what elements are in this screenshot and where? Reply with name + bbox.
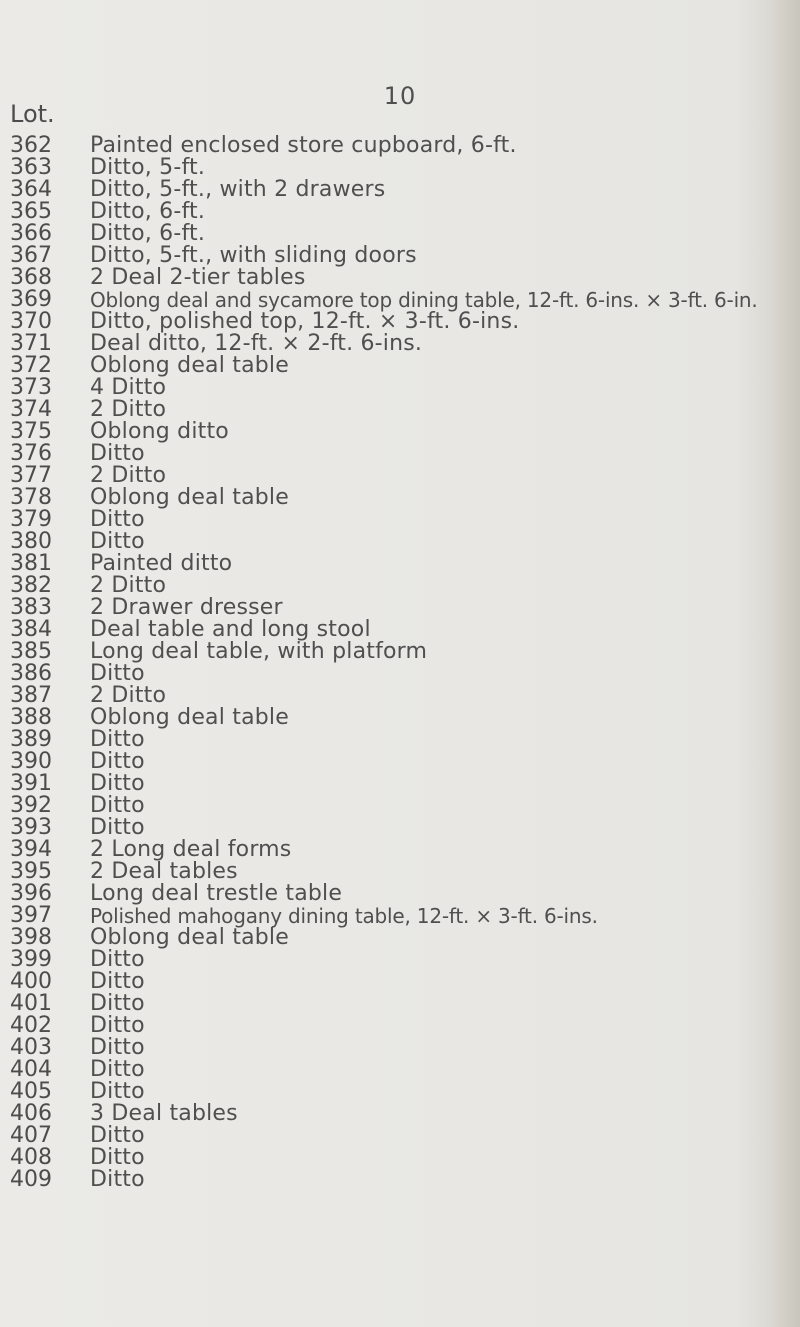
lot-entry [0,575,800,597]
lot-description: Long deal trestle table [90,881,343,906]
lot-entry [0,795,800,817]
lot-number: 362 [10,133,52,158]
lot-entry [0,883,800,905]
lot-entry [0,531,800,553]
lot-number: 374 [10,397,52,422]
lot-entry [0,1037,800,1059]
lot-entry [0,399,800,421]
lot-description: Ditto [90,727,145,752]
lot-number: 401 [10,991,52,1016]
lot-entry [0,223,800,245]
lot-number: 369 [10,287,52,312]
lot-description: Ditto, 6-ft. [90,221,206,246]
lot-number: 398 [10,925,52,950]
lot-number: 378 [10,485,52,510]
lot-entry [0,333,800,355]
lot-description: Ditto, polished top, 12-ft. × 3-ft. 6-ins. [90,309,520,334]
lot-description: Ditto [90,1035,145,1060]
lot-entry [0,1169,800,1191]
lot-number: 405 [10,1079,52,1104]
lot-entry [0,245,800,267]
lot-entry [0,1147,800,1169]
lot-entry [0,135,800,157]
lot-entry [0,1103,800,1125]
lot-entry [0,685,800,707]
lot-number: 407 [10,1123,52,1148]
lot-number: 368 [10,265,52,290]
lot-number: 381 [10,551,52,576]
lot-description: Oblong deal table [90,705,289,730]
lot-number: 402 [10,1013,52,1038]
lot-description: Ditto, 5-ft. [90,155,206,180]
lot-number: 371 [10,331,52,356]
lot-number: 380 [10,529,52,554]
lot-number: 373 [10,375,52,400]
lot-number: 386 [10,661,52,686]
lot-number: 400 [10,969,52,994]
lot-number: 390 [10,749,52,774]
lot-description: Deal table and long stool [90,617,371,642]
lot-entry [0,289,800,311]
lot-entry [0,355,800,377]
lot-number: 366 [10,221,52,246]
lot-number: 377 [10,463,52,488]
lot-description: Ditto [90,529,145,554]
lot-description: 2 Ditto [90,463,167,488]
lot-description: Ditto [90,991,145,1016]
lot-entry [0,839,800,861]
lot-description: Ditto, 5-ft., with sliding doors [90,243,417,268]
lot-description: Ditto [90,1057,145,1082]
lot-entry [0,201,800,223]
lot-number: 403 [10,1035,52,1060]
lot-description: Ditto [90,441,145,466]
lot-entry [0,597,800,619]
lot-description: Ditto, 5-ft., with 2 drawers [90,177,386,202]
lot-description: Ditto [90,1079,145,1104]
lot-entry [0,267,800,289]
lot-number: 388 [10,705,52,730]
lot-entry [0,1125,800,1147]
lot-number: 387 [10,683,52,708]
lot-description: Painted ditto [90,551,233,576]
lot-number: 406 [10,1101,52,1126]
lot-number: 370 [10,309,52,334]
lot-entry [0,861,800,883]
lot-description: Polished mahogany dining table, 12-ft. × 3-ft. 6-ins. [90,904,598,928]
lot-number: 389 [10,727,52,752]
lot-entry [0,905,800,927]
lot-description: 3 Deal tables [90,1101,238,1126]
lot-entry [0,1059,800,1081]
lot-number: 394 [10,837,52,862]
lot-entry [0,421,800,443]
lot-number: 379 [10,507,52,532]
lot-number: 375 [10,419,52,444]
lot-entry [0,927,800,949]
lot-column-header: Lot. [10,100,55,128]
lot-description: 2 Deal tables [90,859,238,884]
lot-description: 4 Ditto [90,375,167,400]
lot-entry [0,1081,800,1103]
lot-number: 367 [10,243,52,268]
lot-description: Painted enclosed store cupboard, 6-ft. [90,133,517,158]
lot-description: Deal ditto, 12-ft. × 2-ft. 6-ins. [90,331,423,356]
lot-description: Ditto [90,1013,145,1038]
lot-description: Ditto [90,1123,145,1148]
lot-description: 2 Ditto [90,683,167,708]
lot-entry [0,949,800,971]
lot-number: 409 [10,1167,52,1192]
lot-entry [0,663,800,685]
lot-number: 397 [10,903,52,928]
lot-entry [0,311,800,333]
lot-number: 376 [10,441,52,466]
lot-entry [0,465,800,487]
lot-description: 2 Drawer dresser [90,595,283,620]
lot-number: 382 [10,573,52,598]
lot-description: Ditto, 6-ft. [90,199,206,224]
lot-description: 2 Ditto [90,397,167,422]
page-number: 10 [383,82,417,110]
lot-entry [0,751,800,773]
lot-description: Ditto [90,771,145,796]
lot-number: 383 [10,595,52,620]
lot-description: Ditto [90,815,145,840]
lot-entry [0,443,800,465]
lot-description: Oblong deal and sycamore top dining table, 12-ft. 6-ins. × 3-ft. 6-in. [90,288,758,312]
lot-description: Long deal table, with platform [90,639,428,664]
lot-number: 404 [10,1057,52,1082]
lot-number: 399 [10,947,52,972]
lot-entry [0,971,800,993]
lot-number: 364 [10,177,52,202]
lot-entry [0,641,800,663]
lot-entry [0,553,800,575]
lot-list [0,135,800,1191]
lot-entry [0,817,800,839]
lot-entry [0,157,800,179]
lot-description: Ditto [90,507,145,532]
lot-description: 2 Ditto [90,573,167,598]
lot-description: Oblong deal table [90,353,289,378]
lot-description: Ditto [90,1145,145,1170]
lot-number: 393 [10,815,52,840]
lot-description: 2 Deal 2-tier tables [90,265,306,290]
lot-number: 384 [10,617,52,642]
lot-entry [0,509,800,531]
lot-number: 372 [10,353,52,378]
lot-entry [0,1015,800,1037]
lot-description: Ditto [90,793,145,818]
lot-entry [0,773,800,795]
lot-entry [0,487,800,509]
lot-description: Ditto [90,969,145,994]
lot-entry [0,179,800,201]
lot-description: Ditto [90,1167,145,1192]
lot-number: 408 [10,1145,52,1170]
lot-description: 2 Long deal forms [90,837,292,862]
lot-entry [0,619,800,641]
lot-entry [0,707,800,729]
lot-entry [0,729,800,751]
lot-description: Ditto [90,661,145,686]
lot-description: Oblong deal table [90,925,289,950]
lot-number: 395 [10,859,52,884]
lot-number: 391 [10,771,52,796]
lot-description: Oblong ditto [90,419,229,444]
lot-description: Ditto [90,947,145,972]
lot-description: Ditto [90,749,145,774]
lot-number: 396 [10,881,52,906]
lot-number: 363 [10,155,52,180]
lot-entry [0,993,800,1015]
lot-number: 385 [10,639,52,664]
lot-entry [0,377,800,399]
lot-description: Oblong deal table [90,485,289,510]
lot-number: 365 [10,199,52,224]
lot-number: 392 [10,793,52,818]
